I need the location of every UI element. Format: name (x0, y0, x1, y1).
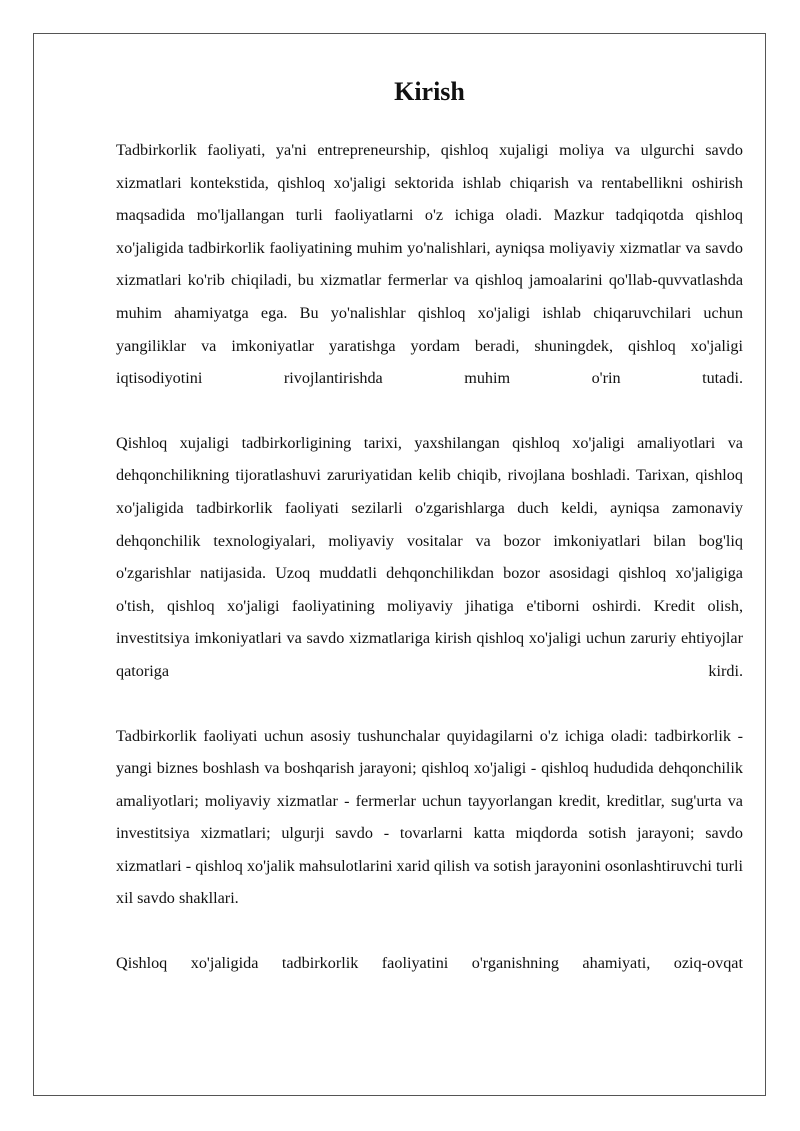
document-title: Kirish (394, 77, 465, 106)
paragraph-3: Tadbirkorlik faoliyati uchun asosiy tushunchalar quyidagilarni o'z ichiga oladi: tadbirkorlik - yangi biznes boshlash va boshqarish jarayoni; qishloq xo'jaligi - qishloq hududida dehqonchilik amaliyotlari; moliyaviy xizmatlar - fermerlar uchun tayyorlangan kredit, kreditlar, sug'urta va investitsiya xizmatlari; ulgurji savdo - tovarlarni katta miqdorda sotish jarayoni; savdo xizmatlari - qishloq xo'jalik mahsulotlarini xarid qilish va sotish jarayonini osonlashtiruvchi turli xil savdo shakllari. (116, 726, 743, 908)
document-body (116, 34, 743, 980)
paragraph-2: Qishloq xujaligi tadbirkorligining tarixi, yaxshilangan qishloq xo'jaligi amaliyotlari va dehqonchilikning tijoratlashuvi zaruriyatidan kelib chiqib, rivojlana boshladi. Tarixan, qishloq xo'jaligida tadbirkorlik faoliyati sezilarli o'zgarishlarga duch keldi, ayniqsa zamonaviy dehqonchilik texnologiyalari, moliyaviy vositalar va bozor imkoniyatlari bilan bog'liq o'zgarishlar natijasida. Uzoq muddatli dehqonchilikdan bozor asosidagi qishloq xo'jaligiga o'tish, qishloq xo'jaligi faoliyatining moliyaviy jihatiga e'tiborni oshirdi. Kredit olish, investitsiya imkoniyatlari va savdo xizmatlariga kirish qishloq xo'jaligi uchun zaruriy ehtiyojlar qatoriga kirdi. (116, 433, 743, 680)
paragraph-1: Tadbirkorlik faoliyati, ya'ni entrepreneurship, qishloq xujaligi moliya va ulgurchi savdo xizmatlari kontekstida, qishloq xo'jaligi sektorida ishlab chiqarish va rentabellikni oshirish maqsadida mo'ljallangan turli faoliyatlarni o'z ichiga oladi. Mazkur tadqiqotda qishloq xo'jaligida tadbirkorlik faoliyatining muhim yo'nalishlari, ayniqsa moliyaviy xizmatlar va savdo xizmatlari ko'rib chiqiladi, bu xizmatlar fermerlar va qishloq jamoalarini qo'llab-quvvatlashda muhim ahamiyatga ega. Bu yo'nalishlar qishloq xo'jaligi ishlab chiqaruvchilari uchun yangiliklar va imkoniyatlar yaratishga yordam beradi, shuningdek, qishloq xo'jaligi iqtisodiyotini rivojlantirishda muhim o'rin tutadi. (116, 141, 743, 388)
page (33, 33, 766, 1096)
paragraph-4: Qishloq xo'jaligida tadbirkorlik faoliyatini o'rganishning ahamiyati, oziq-ovqat (116, 954, 743, 973)
